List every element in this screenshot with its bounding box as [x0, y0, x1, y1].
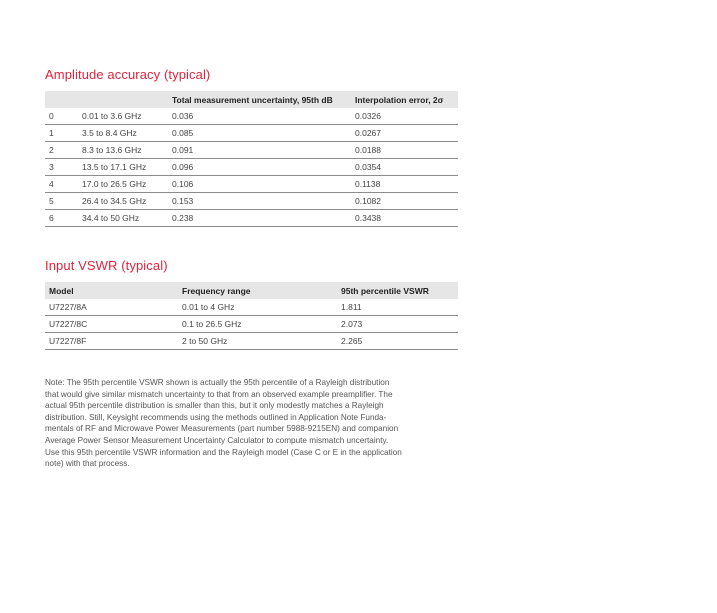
table-row — [45, 125, 458, 142]
table-cell: 3.5 to 8.4 GHz — [78, 125, 168, 142]
table-cell: 0.1082 — [351, 193, 458, 210]
table-row — [45, 142, 458, 159]
table-row — [45, 159, 458, 176]
table-cell: 3 — [45, 159, 78, 176]
table-cell: 0.153 — [168, 193, 351, 210]
column-header — [78, 91, 168, 108]
table-cell: 26.4 to 34.5 GHz — [78, 193, 168, 210]
table-cell: 0.1138 — [351, 176, 458, 193]
table-row — [45, 210, 458, 227]
note-line: distribution. Still, Keysight recommends using the methods outlined in Application Note Funda- — [45, 412, 387, 422]
table-cell: 34.4 to 50 GHz — [78, 210, 168, 227]
input-vswr-title: Input VSWR (typical) — [45, 258, 168, 273]
table-cell: 0.0354 — [351, 159, 458, 176]
table-cell: 0.096 — [168, 159, 351, 176]
note-line: Use this 95th percentile VSWR information and the Rayleigh model (Case C or E in the application — [45, 447, 402, 457]
amplitude-accuracy-table — [45, 91, 458, 227]
table-cell: 0.0188 — [351, 142, 458, 159]
table-cell: U7227/8C — [45, 316, 178, 333]
column-header-frequency-range: Frequency range — [182, 285, 251, 296]
table-cell: 0.1 to 26.5 GHz — [178, 316, 337, 333]
table-cell: 0.106 — [168, 176, 351, 193]
table-cell: 0.0267 — [351, 125, 458, 142]
column-header-vswr: 95th percentile VSWR — [341, 285, 429, 296]
table-row — [45, 176, 458, 193]
column-header-model: Model — [49, 285, 74, 296]
table-row — [45, 193, 458, 210]
table-cell: U7227/8A — [45, 299, 178, 316]
table-row — [45, 108, 458, 125]
table-header-row — [45, 282, 458, 299]
table-cell: 2 — [45, 142, 78, 159]
table-cell: 1.811 — [337, 299, 458, 316]
table-cell: 2 to 50 GHz — [178, 333, 337, 350]
note-line: Note: The 95th percentile VSWR shown is actually the 95th percentile of a Rayleigh distribution — [45, 378, 390, 387]
column-header-total-uncertainty: Total measurement uncertainty, 95th dB — [172, 94, 333, 105]
table-cell: 13.5 to 17.1 GHz — [78, 159, 168, 176]
table-cell: 5 — [45, 193, 78, 210]
table-cell: 0.3438 — [351, 210, 458, 227]
table-cell: U7227/8F — [45, 333, 178, 350]
table-cell: 0.036 — [168, 108, 351, 125]
table-cell: 0.091 — [168, 142, 351, 159]
table-cell: 8.3 to 13.6 GHz — [78, 142, 168, 159]
table-cell: 1 — [45, 125, 78, 142]
table-cell: 0.085 — [168, 125, 351, 142]
table-cell: 2.265 — [337, 333, 458, 350]
column-header-interpolation-error: Interpolation error, 2σ — [355, 94, 444, 105]
column-header — [45, 91, 78, 108]
input-vswr-table — [45, 282, 458, 350]
table-cell: 0 — [45, 108, 78, 125]
table-cell: 0.01 to 4 GHz — [178, 299, 337, 316]
note-line: actual 95th percentile distribution is smaller than this, but it only modestly matches a Rayleigh — [45, 401, 384, 411]
note-line: Average Power Sensor Measurement Uncertainty Calculator to compute mismatch uncertainty. — [45, 435, 389, 445]
table-row — [45, 299, 458, 316]
table-row — [45, 316, 458, 333]
table-cell: 2.073 — [337, 316, 458, 333]
table-header-row — [45, 91, 458, 108]
vswr-note-paragraph — [45, 377, 455, 470]
table-cell: 0.01 to 3.6 GHz — [78, 108, 168, 125]
note-line: note) with that process. — [45, 459, 130, 469]
table-cell: 0.238 — [168, 210, 351, 227]
table-cell: 17.0 to 26.5 GHz — [78, 176, 168, 193]
note-line: that would give similar mismatch uncertainty to that from an observed example preamplifier. The — [45, 389, 393, 399]
table-cell: 0.0326 — [351, 108, 458, 125]
table-row — [45, 333, 458, 350]
table-cell: 4 — [45, 176, 78, 193]
amplitude-accuracy-title: Amplitude accuracy (typical) — [45, 67, 211, 82]
note-line: mentals of RF and Microwave Power Measurements (part number 5988-9215EN) and companion — [45, 424, 399, 434]
table-cell: 6 — [45, 210, 78, 227]
